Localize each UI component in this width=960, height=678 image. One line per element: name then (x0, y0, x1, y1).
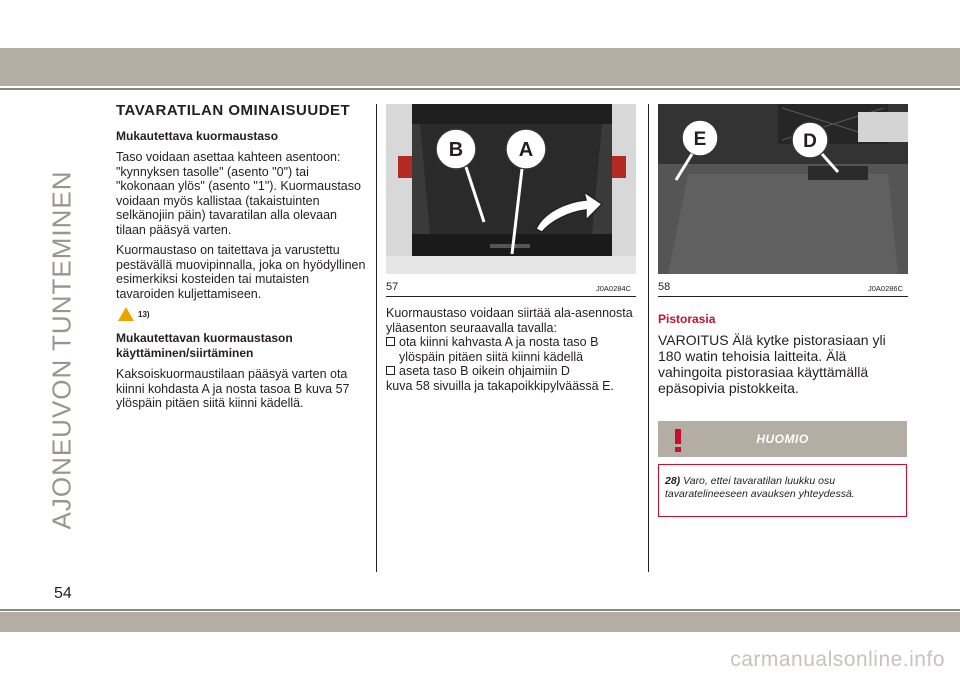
warning-ref-number: 13) (138, 309, 150, 319)
paragraph: Kaksoiskuormaustilaan pääsyä varten ota kiinni kohdasta A ja nosta tasoa B kuva 57 ylöspäin pitäen siitä kiinni kädellä. (116, 367, 350, 410)
list-item (386, 335, 636, 364)
caption-rule (386, 296, 636, 297)
paragraph: kuva 58 sivuilla ja takapoikkipylväässä E. (386, 378, 614, 393)
page-number: 54 (54, 585, 72, 602)
column-1 (116, 102, 366, 417)
list-item-text: ota kiinni kahvasta A ja nosta taso B ylöspäin pitäen siitä kiinni kädellä (399, 335, 599, 364)
figure-58-photo (658, 104, 908, 274)
paragraph: Taso voidaan asettaa kahteen asentoon: "kynnyksen tasolle" (asento "0") tai "kokonaan ylös" (asento "1"). Kuormaustaso voidaan myös kallistaa (takaistuinten selkänojiin päin) tavaratilan alla olevaan tilaan pääsyä varten. (116, 150, 361, 237)
header-bar (0, 48, 960, 86)
figure-code: J0A0286C (868, 284, 904, 293)
bullet-square-icon (386, 337, 395, 346)
note-body (658, 464, 907, 517)
figure-number: 57 (386, 281, 399, 293)
paragraph: Kuormaustaso voidaan siirtää ala-asennosta yläasenton seuraavalla tavalla: (386, 306, 633, 335)
figure-label: E (693, 129, 707, 150)
note-ref: 28) (665, 475, 681, 487)
paragraph: Kuormaustaso on taitettava ja varustettu pestävällä muovipinnalla, joka on hyödyllinen esimerkiksi kosteiden tai mutaisten tavaroiden kuljettamiseen. (116, 243, 366, 301)
subheading-cargo-floor: Mukautettava kuormaustaso (116, 129, 279, 143)
note-title: HUOMIO (756, 432, 809, 446)
footer-bar-rule (0, 609, 960, 611)
footer-bar (0, 612, 960, 632)
figure-57-photo (386, 104, 636, 274)
section-title: TAVARATILAN OMINAISUUDET (116, 102, 351, 119)
column-divider (648, 104, 649, 572)
column-divider (376, 104, 377, 572)
top-margin (0, 0, 960, 46)
warning-reference (118, 307, 366, 321)
header-bar-rule (0, 88, 960, 90)
column-2 (386, 306, 636, 393)
note-header (658, 421, 907, 457)
list-item (386, 364, 636, 379)
column-3 (658, 312, 908, 396)
figure-label: B (448, 139, 464, 161)
figure-number: 58 (658, 281, 671, 293)
subheading-using-floor: Mukautettavan kuormaustason käyttäminen/siirtäminen (116, 331, 293, 360)
note-text: Varo, ettei tavaratilan luukku osu tavaratelineeseen avauksen yhteydessä. (665, 475, 855, 500)
bullet-square-icon (386, 366, 395, 375)
figure-code: J0A0284C (596, 284, 632, 293)
warning-triangle-icon (118, 307, 134, 321)
subheading-power-outlet: Pistorasia (658, 312, 716, 326)
paragraph: VAROITUS Älä kytke pistorasiaan yli 180 watin tehoisia laitteita. Älä vahingoita pistorasiaa käyttämällä epäsopivia pistokkeita. (658, 332, 886, 396)
chapter-side-title: AJONEUVON TUNTEMINEN (46, 170, 77, 530)
caption-rule (658, 296, 908, 297)
watermark: carmanualsonline.info (730, 648, 945, 671)
list-item-text: aseta taso B oikein ohjaimiin D (399, 364, 570, 378)
figure-label: D (803, 131, 817, 152)
figure-label: A (518, 139, 534, 161)
